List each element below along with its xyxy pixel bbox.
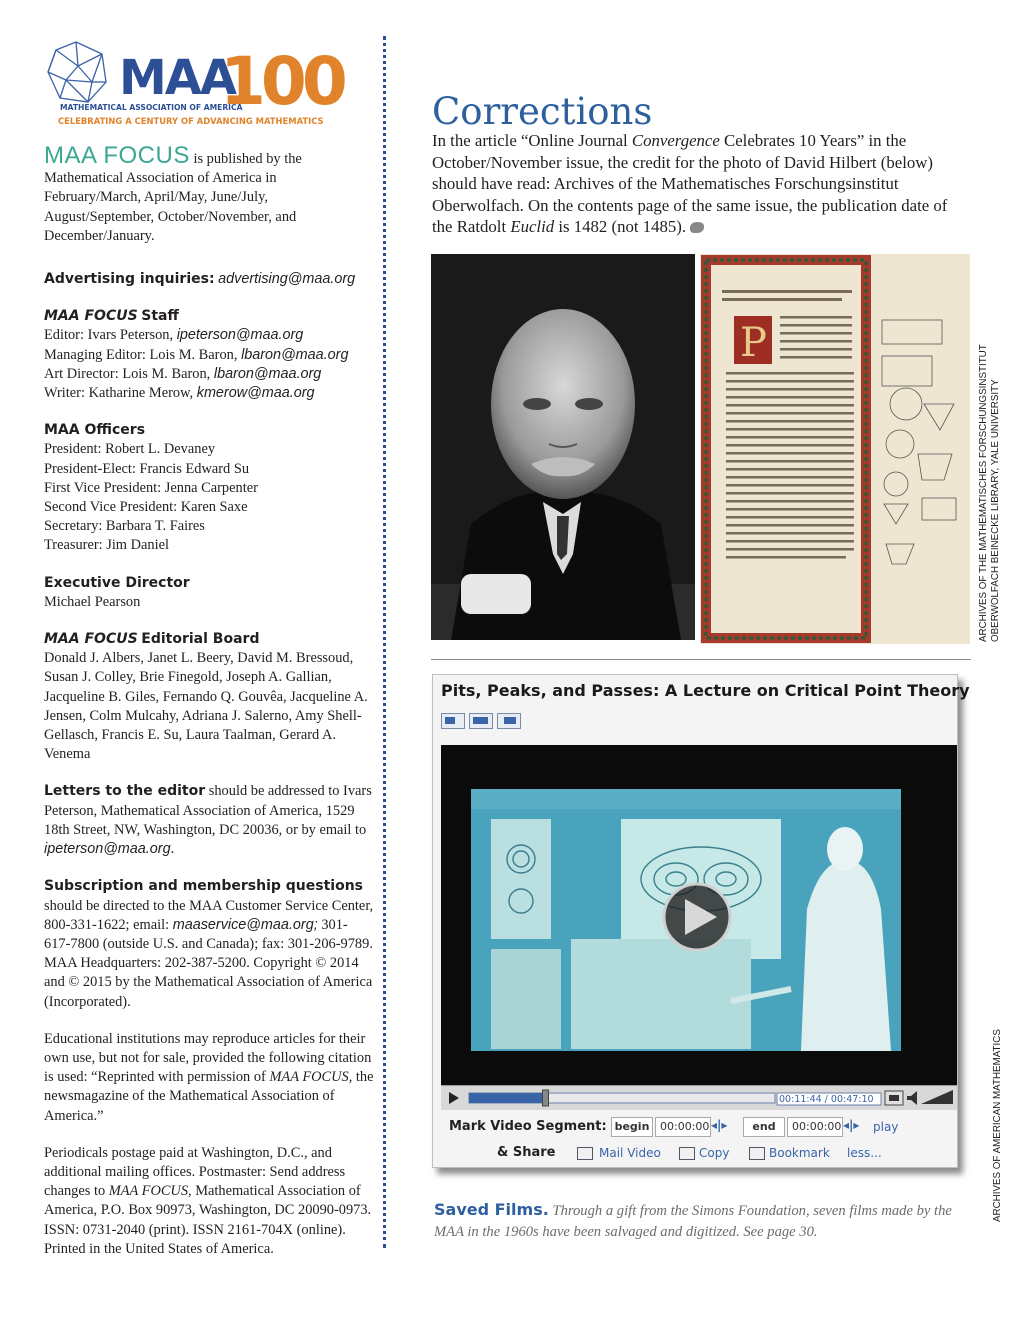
euclid-page-graphic [700, 254, 970, 644]
officer-line: President-Elect: Francis Edward Su [44, 460, 250, 477]
logo-mark: MAA [119, 50, 236, 106]
bookmark-link[interactable]: Bookmark [769, 1146, 830, 1160]
video-caption [434, 1199, 974, 1244]
hilbert-photo [431, 254, 695, 640]
begin-step-icon[interactable]: ◂|▸ [711, 1118, 728, 1132]
logo-tagline: CELEBRATING A CENTURY OF ADVANCING MATHEMATICS [58, 116, 324, 126]
officer-line: Treasurer: Jim Daniel [44, 537, 169, 554]
board-title-rest: Editorial Board [141, 631, 260, 648]
masthead-intro [44, 142, 374, 246]
officer-line: President: Robert L. Devaney [44, 441, 216, 458]
subscription-email[interactable]: maaservice@maa.org; [172, 916, 318, 933]
officers-block [44, 421, 374, 555]
less-link[interactable]: less... [847, 1146, 882, 1160]
corrections-title: Corrections [432, 90, 653, 133]
end-step-icon[interactable]: ◂|▸ [843, 1118, 860, 1132]
end-time-field[interactable]: 00:00:00 [787, 1117, 843, 1137]
seek-handle [543, 1090, 549, 1106]
advertising-label: Advertising inquiries: [44, 271, 215, 288]
end-button[interactable]: end [743, 1117, 785, 1137]
end-mark-icon [690, 222, 704, 233]
view-large-button[interactable] [497, 713, 521, 729]
staff-email[interactable]: lbaron@maa.org [213, 365, 322, 382]
euclid-title: Euclid [510, 217, 555, 237]
video-screen[interactable] [441, 745, 957, 1093]
letters-label: Letters to the editor [44, 783, 206, 800]
officer-line: Secretary: Barbara T. Faires [44, 518, 205, 535]
mail-video-link[interactable]: Mail Video [599, 1146, 661, 1160]
section-rule [431, 659, 971, 660]
subscription-text1: should be directed to the MAA Customer Service Center, 800-331-1622; email: [44, 897, 374, 933]
share-label: & Share [497, 1145, 556, 1160]
mark-segment-label: Mark Video Segment: [449, 1119, 607, 1134]
director-title: Executive Director [44, 574, 190, 591]
subscription-label: Subscription and membership questions [44, 878, 363, 895]
board-members: Donald J. Albers, Janet L. Beery, David M. Bressoud, Susan J. Colley, Brie Finegold, Joseph A. Gallian, Jacqueline B. Giles, Fernando Q. Gouvêa, Jacqueline A. Jensen, Colm Mulcahy, Adriana J. Salerno, Amy Shell-Gellasch, Francis E. Su, Laura Taalman, Gerard A. Venema [44, 650, 368, 763]
postage-italic: MAA FOCUS [108, 1183, 189, 1200]
view-medium-button[interactable] [469, 713, 493, 729]
staff-email[interactable]: lbaron@maa.org [241, 346, 349, 363]
caption-title: Saved Films. [434, 1199, 549, 1219]
officer-line: Second Vice President: Karen Saxe [44, 499, 248, 516]
video-credit: ARCHIVES OF AMERICAN MATHEMATICS [992, 1029, 1003, 1222]
corrections-body: In the article “Online Journal Convergence Celebrates 10 Years” in the October/November issue, the credit for the photo of David Hilbert (below) should have read: Archives of the Mathematisches Forschungsinstitut Oberwolfach. On the contents page of the same issue, the publication date of the Ratdolt Euclid is 1482 (not 1485). [432, 131, 948, 237]
journal-name: Convergence [631, 131, 720, 150]
officer-line: First Vice President: Jenna Carpenter [44, 479, 258, 496]
director-block [44, 574, 374, 612]
play-segment-link[interactable]: play [873, 1120, 899, 1134]
staff-line: Writer: Katharine Merow, kmerow@maa.org [44, 385, 315, 402]
hilbert-portrait-graphic [431, 254, 695, 640]
segment-bar [441, 1115, 957, 1165]
volume-slider [921, 1090, 953, 1104]
officers-title: MAA Officers [44, 422, 146, 439]
logo-number: 100 [220, 43, 343, 120]
staff-email[interactable]: ipeterson@maa.org [176, 327, 304, 344]
subscription-block [44, 877, 374, 1011]
seek-fill [469, 1093, 546, 1103]
advertising-block [44, 270, 374, 289]
mail-icon [577, 1147, 593, 1160]
director-name: Michael Pearson [44, 593, 141, 610]
subscription-text2: 301-617-7800 (outside U.S. and Canada); fax: 301-206-9789. MAA Headquarters: 202-387-5200. Copyright © 2014 and © 2015 by the Mathematical Association of America (Incorporated). [44, 916, 373, 1010]
play-button-icon [449, 1092, 459, 1104]
logo-org: MATHEMATICAL ASSOCIATION OF AMERICA [60, 103, 243, 112]
begin-button[interactable]: begin [611, 1117, 653, 1137]
photo-credit: ARCHIVES OF THE MATHEMATISCHES FORSCHUNGSINSTITUT OBERWOLFACH BEINECKE LIBRARY, YALE UNIVERSITY [978, 344, 1001, 642]
copy-icon [679, 1147, 695, 1160]
video-controls [441, 1085, 957, 1110]
reproduction-block: Educational institutions may reproduce articles for their own use, but not for sale, provided the following citation is used: “Reprinted with permission of MAA FOCUS, the newsmagazine of the Mathematical Association of America.” [44, 1030, 374, 1124]
masthead-name: MAA FOCUS [44, 142, 190, 169]
staff-block [44, 307, 374, 403]
caption-text: Through a gift from the Simons Foundation, seven films made by the MAA in the 1960s have been salvaged and digitized. See page 30. [434, 1202, 952, 1241]
letters-text: should be addressed to Ivars Peterson, Mathematical Association of America, 1529 18th Street, NW, Washington, DC 20036, or by email to [44, 783, 372, 838]
video-frame [471, 789, 901, 1051]
masthead-intro-text: is published by the Mathematical Association of America in February/March, April/May, June/July, August/September, October/November, and December/January. [44, 151, 302, 244]
staff-line: Art Director: Lois M. Baron, lbaron@maa.org [44, 365, 322, 382]
board-title-italic: MAA FOCUS [44, 631, 138, 648]
staff-title-rest: Staff [141, 308, 179, 325]
maa100-logo-graphic [44, 40, 343, 132]
time-readout: 00:11:44 / 00:47:10 [779, 1094, 874, 1105]
maa100-logo [44, 40, 343, 132]
video-player [432, 674, 970, 1168]
letters-email[interactable]: ipeterson@maa.org [44, 841, 171, 858]
masthead-column [44, 142, 374, 1277]
video-title: Pits, Peaks, and Passes: A Lecture on Critical Point Theory [441, 681, 970, 700]
advertising-email[interactable]: advertising@maa.org [218, 271, 356, 288]
controls-graphic [441, 1086, 957, 1110]
postage-block: Periodicals postage paid at Washington, D.C., and additional mailing offices. Postmaster: Send address changes to MAA FOCUS, Mathematical Association of America, P.O. Box 90973, Washington, DC 20090-0973. ISSN: 0731-2040 (print). ISSN 2161-704X (online). Printed in the United States of America. [44, 1144, 372, 1257]
view-small-button[interactable] [441, 713, 465, 729]
bookmark-icon [749, 1147, 765, 1160]
euclid-page-photo [700, 254, 970, 644]
staff-line: Editor: Ivars Peterson, ipeterson@maa.org [44, 327, 304, 344]
begin-time-field[interactable]: 00:00:00 [655, 1117, 711, 1137]
letters-block: Letters to the editor should be addressed to Ivars Peterson, Mathematical Association of America, 1529 18th Street, NW, Washington, DC 20036, or by email to ipeterson@maa.org. [44, 783, 372, 858]
reproduction-italic: MAA FOCUS [269, 1069, 349, 1086]
volume-icon [907, 1091, 917, 1105]
icosahedron-icon [48, 42, 106, 102]
column-divider [383, 36, 386, 1248]
lecture-scene-graphic [471, 789, 901, 1051]
staff-email[interactable]: kmerow@maa.org [196, 385, 315, 402]
board-block [44, 630, 374, 764]
svg-text:P: P [740, 320, 767, 366]
staff-title-italic: MAA FOCUS [44, 308, 138, 325]
copy-link[interactable]: Copy [699, 1146, 730, 1160]
staff-line: Managing Editor: Lois M. Baron, lbaron@maa.org [44, 346, 349, 363]
